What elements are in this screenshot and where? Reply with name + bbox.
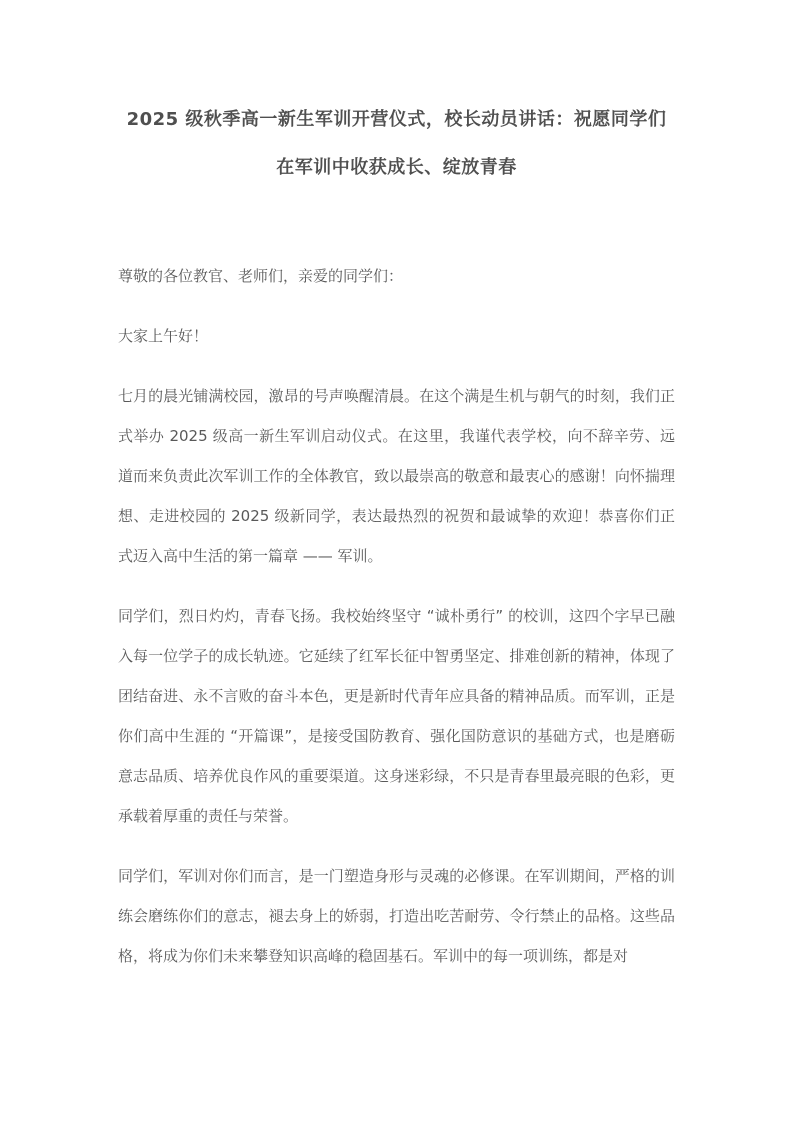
paragraph-greeting: 大家上午好！ <box>118 327 209 345</box>
paragraph-salutation: 尊敬的各位教官、老师们，亲爱的同学们： <box>118 267 404 285</box>
paragraph-body-3: 同学们，军训对你们而言，是一门塑造身形与灵魂的必修课。在军训期间，严格的训练会磨练你们的意志，褪去身上的娇弱，打造出吃苦耐劳、令行禁止的品格。这些品格，将成为你们未来攀登知识高峰的稳固基石。军训中的每一项训练，都是对 <box>118 867 675 965</box>
paragraph-body-2: 同学们，烈日灼灼，青春飞扬。我校始终坚守 “诚朴勇行” 的校训，这四个字早已融入每一位学子的成长轨迹。它延续了红军长征中智勇坚定、排难创新的精神，体现了团结奋进、永不言败的奋斗本色，更是新时代青年应具备的精神品质。而军训，正是你们高中生涯的 “开篇课”，是接受国防教育、强化国防意识的基础方式，也是磨砺意志品质、培养优良作风的重要渠道。这身迷彩绿，不只是青春里最亮眼的色彩，更承载着厚重的责任与荣誉。 <box>118 607 675 825</box>
paragraph-body-1: 七月的晨光铺满校园，激昂的号声唤醒清晨。在这个满是生机与朝气的时刻，我们正式举办 2025 级高一新生军训启动仪式。在这里，我谨代表学校，向不辞辛劳、远道而来负责此次军训工作的全体教官，致以最崇高的敬意和最衷心的感谢！向怀揣理想、走进校园的 2025 级新同学，表达最热烈的祝贺和最诚挚的欢迎！恭喜你们正式迈入高中生活的第一篇章 —— 军训。 <box>118 387 675 565</box>
document-body <box>118 256 675 976</box>
document-title: 2025 级秋季高一新生军训开营仪式，校长动员讲话：祝愿同学们在军训中收获成长、绽放青春 <box>126 109 667 178</box>
